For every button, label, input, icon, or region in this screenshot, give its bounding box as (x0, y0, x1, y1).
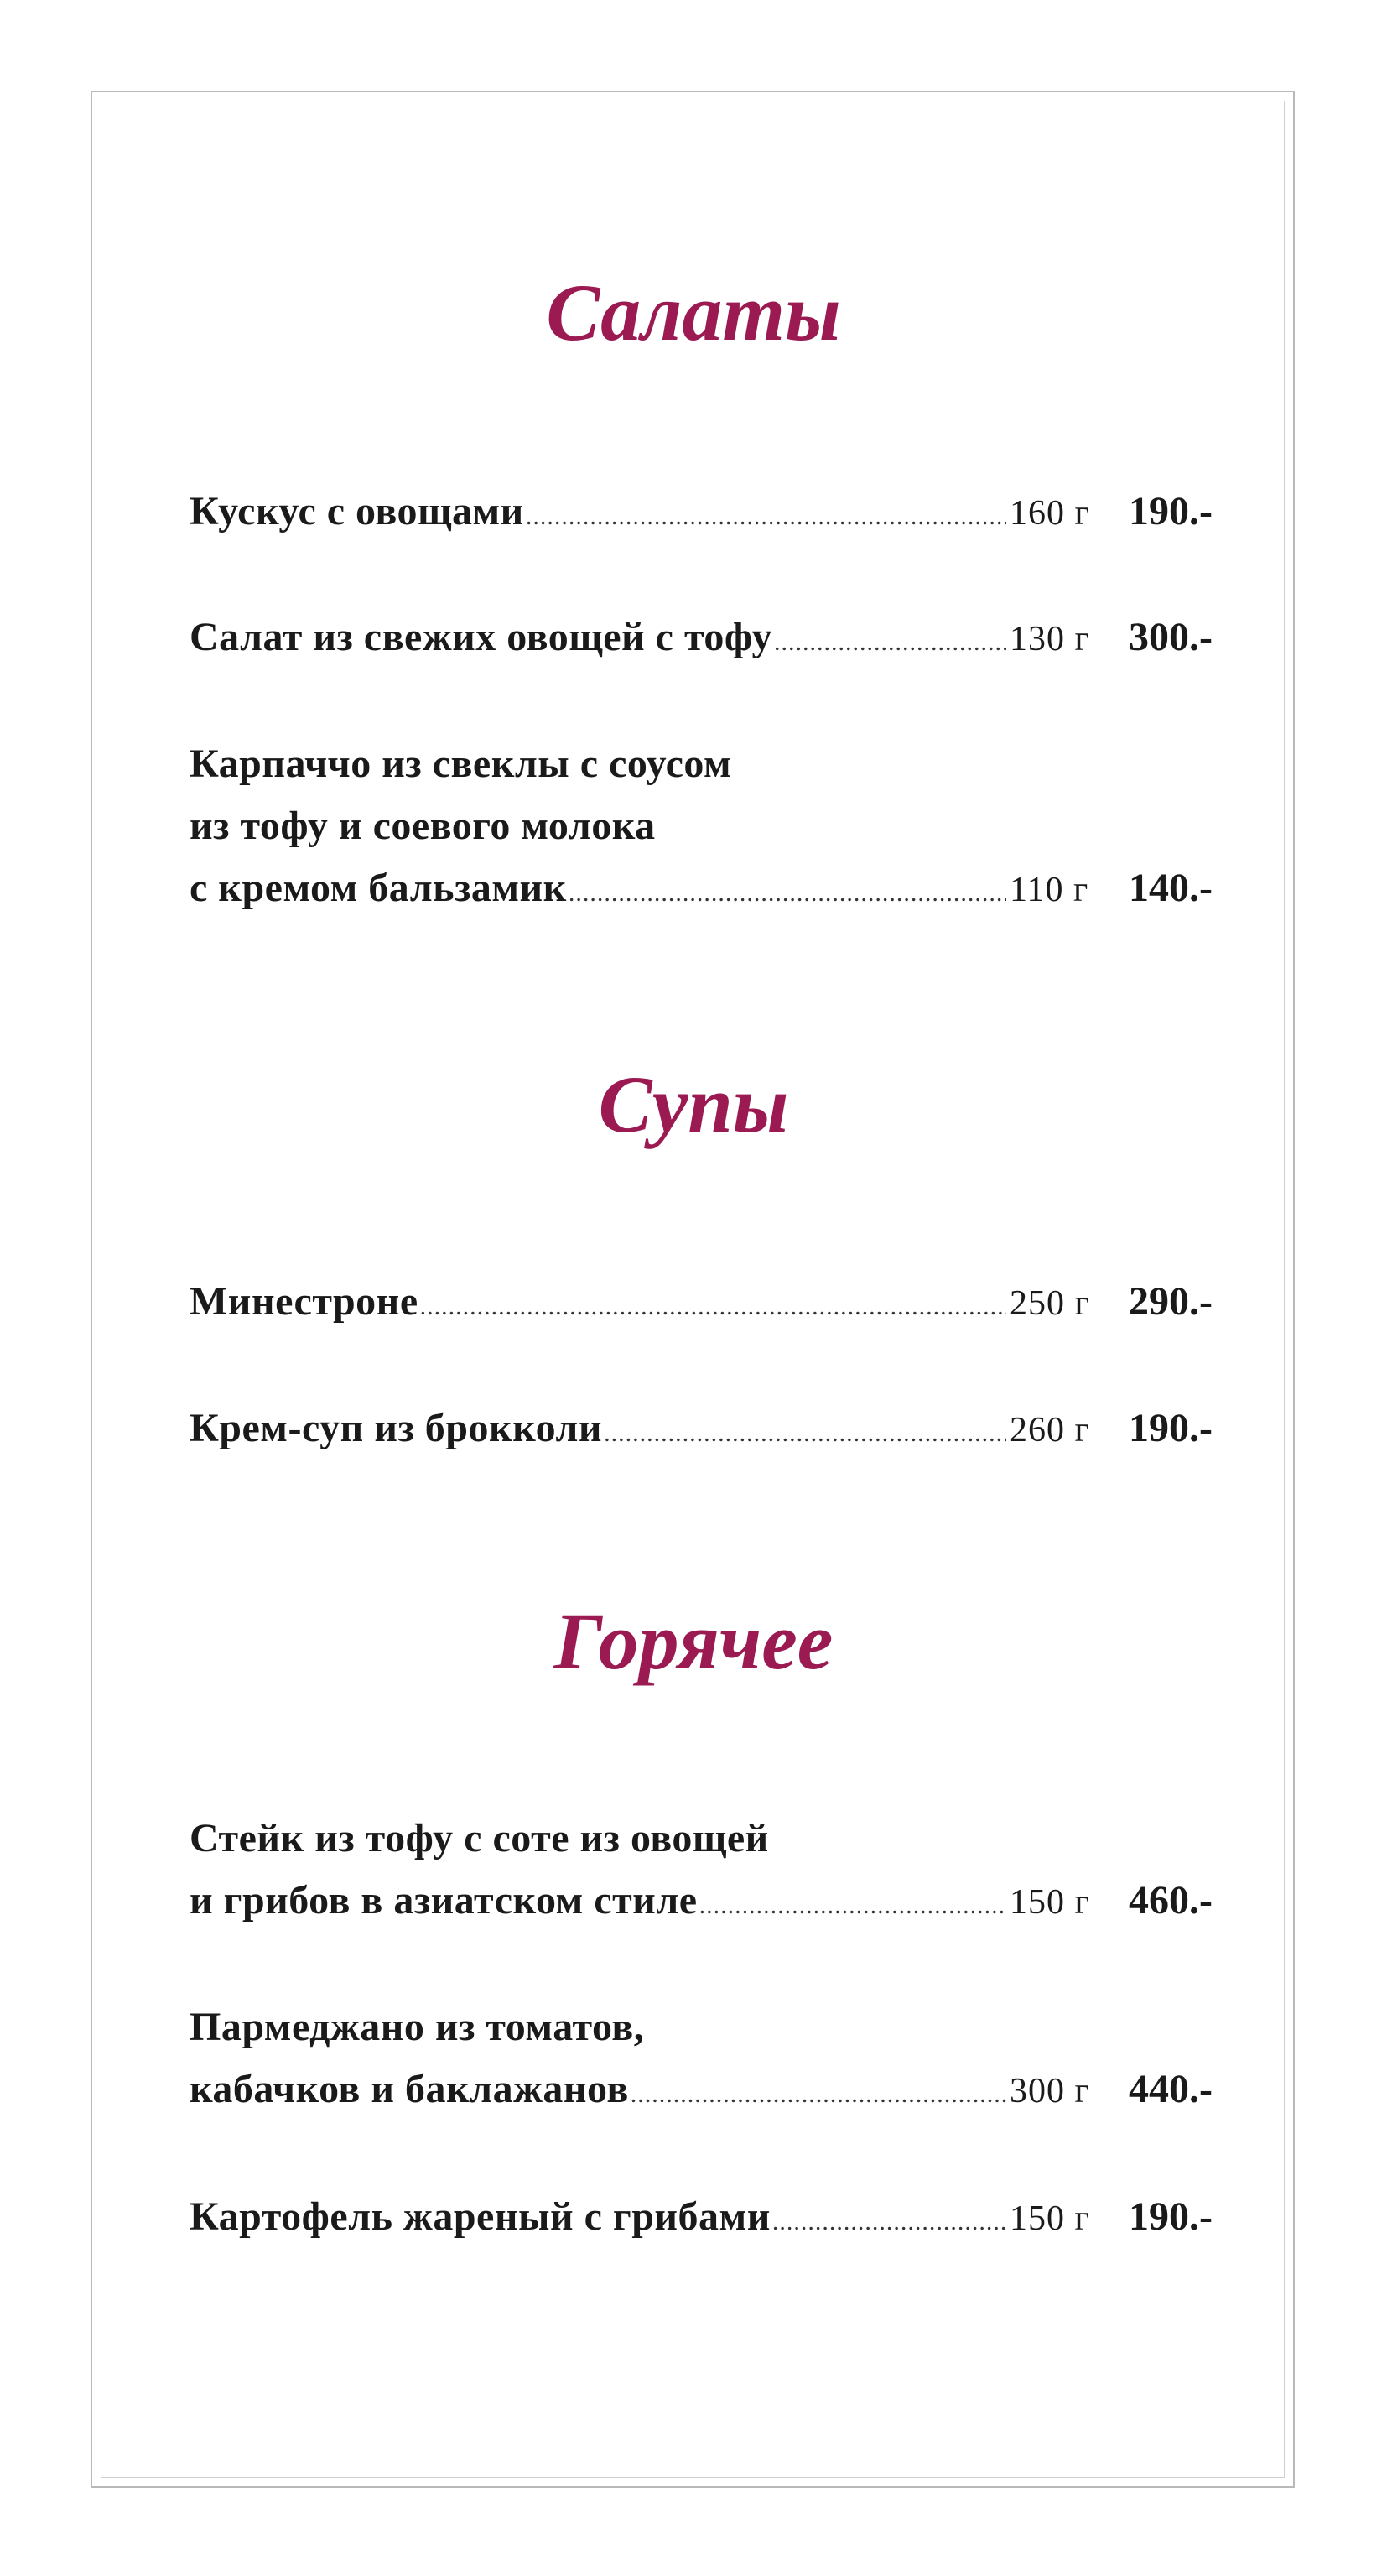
menu-item-line (190, 1870, 1213, 1937)
menu-item (190, 606, 1213, 674)
menu-item (190, 1808, 1213, 1937)
menu-item-line (190, 1397, 1213, 1465)
dot-leader (420, 1276, 1006, 1338)
menu-item-line (190, 2058, 1213, 2126)
dish-name: Пармеджано из томатов, (190, 2005, 645, 2049)
menu-item-line (190, 481, 1213, 548)
dish-name: из тофу и соевого молока (190, 804, 656, 848)
menu-item-line (190, 2186, 1213, 2253)
dish-weight: 300 г (1010, 2072, 1090, 2110)
section-title-salads: Салаты (546, 268, 841, 357)
menu-item-line (190, 795, 1213, 857)
dish-price: 190.- (1129, 2194, 1213, 2239)
dish-name: Крем-суп из брокколи (190, 1406, 603, 1450)
dish-weight: 130 г (1010, 620, 1090, 658)
dish-name: Кускус с овощами (190, 489, 524, 533)
dish-price: 190.- (1129, 489, 1213, 533)
dish-weight: 260 г (1010, 1411, 1090, 1449)
menu-item (190, 733, 1213, 924)
dish-name: с кремом бальзамик (190, 866, 567, 910)
dot-leader (774, 611, 1006, 674)
menu-item-line (190, 857, 1213, 924)
dish-price: 290.- (1129, 1279, 1213, 1324)
dish-price: 140.- (1129, 866, 1213, 910)
dish-price: 300.- (1129, 615, 1213, 659)
dish-name: Стейк из тофу с соте из овощей (190, 1816, 769, 1860)
dish-weight: 250 г (1010, 1284, 1090, 1323)
menu-item (190, 2186, 1213, 2253)
dish-weight: 110 г (1010, 871, 1089, 909)
dot-leader (772, 2191, 1006, 2253)
dot-leader (631, 2063, 1006, 2126)
menu-item-line (190, 606, 1213, 674)
dish-name: Салат из свежих овощей с тофу (190, 615, 772, 659)
section-title-soups: Супы (598, 1059, 789, 1149)
dish-name: кабачков и баклажанов (190, 2067, 629, 2111)
dish-weight: 150 г (1010, 2199, 1090, 2238)
dish-name: и грибов в азиатском стиле (190, 1878, 698, 1923)
section-title-hot-dishes: Горячее (553, 1596, 834, 1686)
dish-price: 190.- (1129, 1406, 1213, 1450)
menu-item-line (190, 1996, 1213, 2058)
dot-leader (699, 1875, 1006, 1937)
dish-name: Минестроне (190, 1279, 418, 1324)
menu-item (190, 1271, 1213, 1338)
menu-item (190, 1996, 1213, 2126)
menu-item (190, 1397, 1213, 1465)
dish-name: Картофель жареный с грибами (190, 2194, 771, 2239)
dot-leader (526, 486, 1006, 548)
dish-weight: 150 г (1010, 1883, 1090, 1922)
dot-leader (569, 862, 1006, 924)
dish-price: 460.- (1129, 1878, 1213, 1923)
menu-item-line (190, 733, 1213, 795)
dish-name: Карпаччо из свеклы с соусом (190, 742, 732, 786)
menu-item-line (190, 1808, 1213, 1870)
menu-item-line (190, 1271, 1213, 1338)
menu-item (190, 481, 1213, 548)
dot-leader (604, 1402, 1006, 1465)
dish-weight: 160 г (1010, 494, 1090, 533)
dish-price: 440.- (1129, 2067, 1213, 2111)
